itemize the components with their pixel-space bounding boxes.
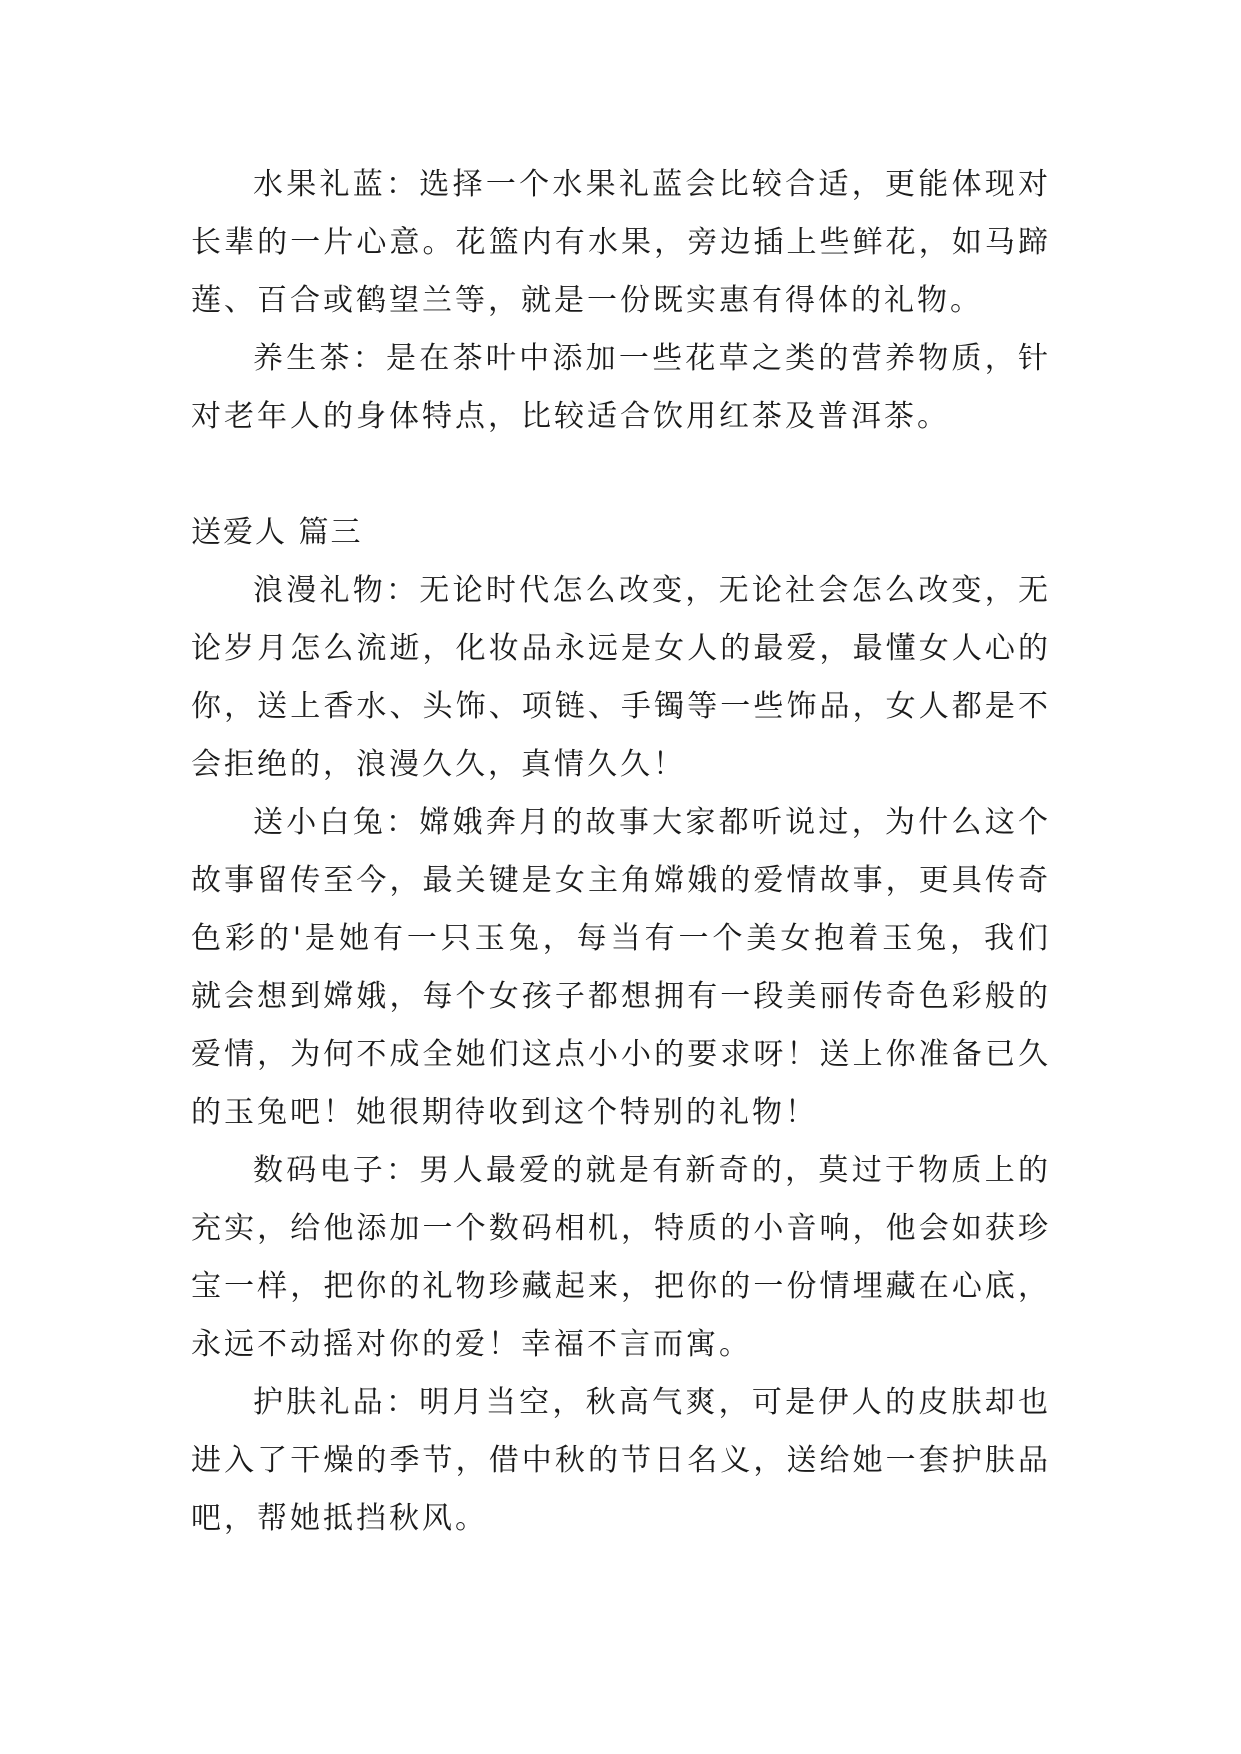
- document-body: [191, 156, 1051, 1548]
- paragraph-health-tea: 养生茶：是在茶叶中添加一些花草之类的营养物质，针对老年人的身体特点，比较适合饮用红茶及普洱茶。: [191, 341, 1051, 434]
- paragraph-white-rabbit: 送小白兔：嫦娥奔月的故事大家都听说过，为什么这个故事留传至今，最关键是女主角嫦娥的爱情故事，更具传奇色彩的'是她有一只玉兔，每当有一个美女抱着玉兔，我们就会想到嫦娥，每个女孩子都想拥有一段美丽传奇色彩般的爱情，为何不成全她们这点小小的要求呀！送上你准备已久的玉兔吧！她很期待收到这个特别的礼物！: [191, 805, 1051, 1130]
- paragraph-skincare-gift: 护肤礼品：明月当空，秋高气爽，可是伊人的皮肤却也进入了干燥的季节，借中秋的节日名义，送给她一套护肤品吧，帮她抵挡秋风。: [191, 1385, 1051, 1536]
- section-heading: 送爱人 篇三: [191, 515, 363, 550]
- paragraph-digital-electronics: 数码电子：男人最爱的就是有新奇的，莫过于物质上的充实，给他添加一个数码相机，特质的小音响，他会如获珍宝一样，把你的礼物珍藏起来，把你的一份情埋藏在心底，永远不动摇对你的爱！幸福不言而寓。: [191, 1153, 1051, 1362]
- paragraph-romantic-gift: 浪漫礼物：无论时代怎么改变，无论社会怎么改变，无论岁月怎么流逝，化妆品永远是女人的最爱，最懂女人心的你，送上香水、头饰、项链、手镯等一些饰品，女人都是不会拒绝的，浪漫久久，真情久久！: [191, 573, 1051, 782]
- paragraph-fruit-basket: 水果礼蓝：选择一个水果礼蓝会比较合适，更能体现对长辈的一片心意。花篮内有水果，旁边插上些鲜花，如马蹄莲、百合或鹤望兰等，就是一份既实惠有得体的礼物。: [191, 167, 1051, 318]
